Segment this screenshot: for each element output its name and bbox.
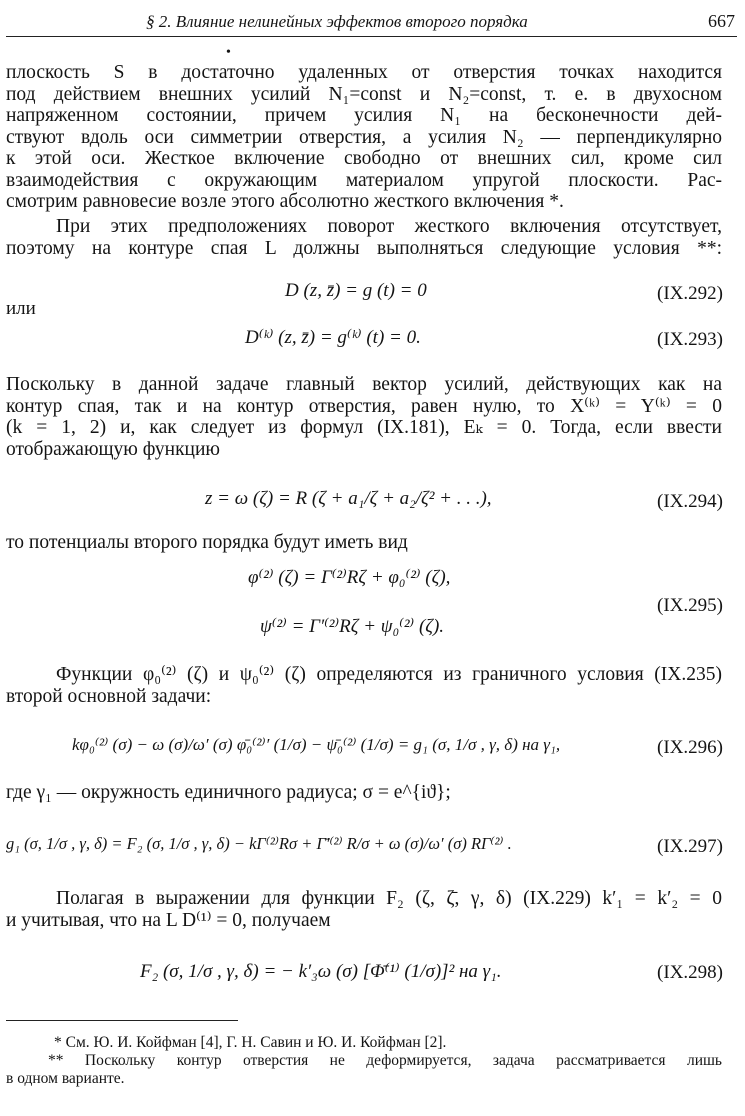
footnote-rule <box>6 1020 238 1021</box>
paragraph-line: плоскость S в достаточно удаленных от отверстия точках находится <box>6 62 722 83</box>
equation-number-292: (IX.292) <box>657 283 723 304</box>
equation-297: g₁ (σ, 1/σ , γ, δ) = F₂ (σ, 1/σ , γ, δ) − kΓ⁽²⁾Rσ + Γ̄′⁽²⁾ R/σ + ω (σ)/ω′ (σ) RΓ⁽²⁾ . <box>6 834 512 853</box>
print-speck: • <box>226 45 231 60</box>
paragraph-2 <box>6 216 722 259</box>
equation-293: D⁽ᵏ⁾ (z, z̄) = g⁽ᵏ⁾ (t) = 0. <box>245 327 421 348</box>
paragraph-4 <box>6 532 722 554</box>
paragraph-line: под действием внешних усилий N₁=const и N₂=const, т. е. в двухосном <box>6 83 722 105</box>
paragraph-5 <box>6 664 722 707</box>
paragraph-line: отображающую функцию <box>6 438 220 460</box>
footnote-2-line-1: ** Поскольку контур отверстия не деформируется, задача рассматривается лишь <box>48 1052 722 1069</box>
equation-number-295: (IX.295) <box>657 595 723 616</box>
paragraph-line: смотрим равновесие возле этого абсолютно жесткого включения *. <box>6 191 564 212</box>
paragraph-line: Функции φ₀⁽²⁾ (ζ) и ψ₀⁽²⁾ (ζ) определяются из граничного условия (IX.235) <box>56 664 722 685</box>
paragraph-line: то потенциалы второго порядка будут иметь вид <box>6 532 408 553</box>
paragraph-line: Полагая в выражении для функции F₂ (ζ, ζ̄, γ, δ) (IX.229) k′₁ = k′₂ = 0 <box>56 888 722 909</box>
equation-number-294: (IX.294) <box>657 491 723 512</box>
paragraph-7 <box>6 888 722 931</box>
paragraph-line: к этой оси. Жесткое включение свободно от внешних сил, кроме сил <box>6 148 722 169</box>
running-header <box>6 6 737 37</box>
equation-292: D (z, z̄) = g (t) = 0 <box>285 280 427 301</box>
or-word: или <box>6 298 36 319</box>
paragraph-line: напряженном состоянии, причем усилия N₁ на бесконечности дей- <box>6 105 722 126</box>
paragraph-line: Поскольку в данной задаче главный вектор усилий, действующих как на <box>6 374 722 395</box>
equation-295-line-2: ψ⁽²⁾ = Γ′⁽²⁾Rζ + ψ₀⁽²⁾ (ζ). <box>260 616 445 637</box>
paragraph-line: ствуют вдоль оси симметрии отверстия, а усилия N₂ — перпендикулярно <box>6 126 722 148</box>
equation-number-293: (IX.293) <box>657 329 723 350</box>
equation-298: F₂ (σ, 1/σ , γ, δ) = − k′₃ω (σ) [Φ̄⁽¹⁾ (1/σ)]² на γ₁. <box>140 961 502 982</box>
footnote-2-line-2: в одном варианте. <box>6 1070 125 1087</box>
running-title: § 2. Влияние нелинейных эффектов второго порядка <box>146 12 528 31</box>
paragraph-line: и учитывая, что на L D⁽¹⁾ = 0, получаем <box>6 909 331 931</box>
paragraph-line: второй основной задачи: <box>6 685 212 707</box>
equation-number-297: (IX.297) <box>657 836 723 857</box>
equation-295-line-1: φ⁽²⁾ (ζ) = Γ⁽²⁾Rζ + φ₀⁽²⁾ (ζ), <box>248 567 451 588</box>
page-number: 667 <box>708 11 735 31</box>
equation-number-298: (IX.298) <box>657 962 723 983</box>
paragraph-line: (k = 1, 2) и, как следует из формул (IX.181), Eₖ = 0. Тогда, если ввести <box>6 417 722 438</box>
equation-number-296: (IX.296) <box>657 737 723 758</box>
footnote-1: * См. Ю. И. Койфман [4], Г. Н. Савин и Ю. И. Койфман [2]. <box>54 1034 447 1051</box>
equation-296: kφ₀⁽²⁾ (σ) − ω (σ)/ω′ (σ) φ̄₀⁽²⁾′ (1/σ) − ψ̄₀⁽²⁾ (1/σ) = g₁ (σ, 1/σ , γ, δ) на γ₁, <box>72 735 561 754</box>
paragraph-line: взаимодействия с окружающим материалом упругой плоскости. Рас- <box>6 169 722 191</box>
equation-294: z = ω (ζ) = R (ζ + a₁/ζ + a₂/ζ² + . . .), <box>205 488 492 509</box>
paragraph-3 <box>6 374 722 460</box>
paragraph-line: контур спая, так и на контур отверстия, равен нулю, то X⁽ᵏ⁾ = Y⁽ᵏ⁾ = 0 <box>6 395 722 417</box>
paragraph-line: где γ₁ — окружность единичного радиуса; σ = e^{iϑ}; <box>6 782 451 803</box>
paragraph-line: При этих предположениях поворот жесткого включения отсутствует, <box>56 216 722 237</box>
paragraph-line: поэтому на контуре спая L должны выполняться следующие условия **: <box>6 237 722 259</box>
paragraph-6 <box>6 782 722 804</box>
paragraph-1 <box>6 62 722 213</box>
